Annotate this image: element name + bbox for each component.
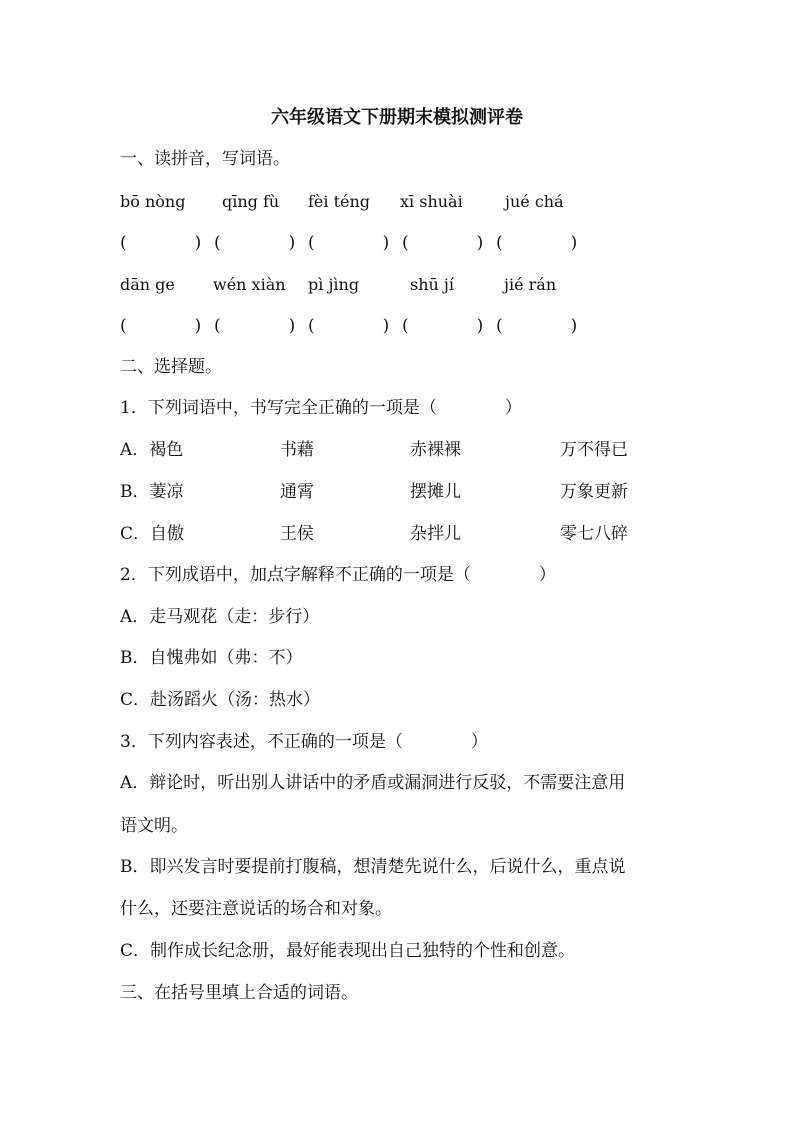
q2-option-b: B．自愧弗如（弗：不） xyxy=(120,648,303,668)
answer-blank: ( ) xyxy=(496,233,578,253)
pinyin-1: bō nòng xyxy=(120,192,186,211)
q1-word: 万象更新 xyxy=(560,482,628,502)
section3-heading: 三、在括号里填上合适的词语。 xyxy=(120,983,358,1003)
q1-word: 万不得已 xyxy=(560,440,628,460)
pinyin-6: dān ge xyxy=(120,275,175,294)
q2-option-c: C．赴汤蹈火（汤：热水） xyxy=(120,690,321,710)
answer-blank: ( ) xyxy=(214,316,296,336)
q1-word: 零七八碎 xyxy=(560,524,628,544)
q1-word: 王侯 xyxy=(280,524,314,544)
pinyin-3: fèi téng xyxy=(308,192,371,211)
q1-word: 赤裸裸 xyxy=(410,440,461,460)
q1-option-b: B．萋凉 xyxy=(120,482,184,502)
pinyin-9: shū jí xyxy=(410,275,454,294)
pinyin-10: jié rán xyxy=(504,275,557,294)
pinyin-4: xī shuài xyxy=(400,192,463,211)
pinyin-8: pì jìng xyxy=(308,275,360,294)
pinyin-5: jué chá xyxy=(505,192,564,211)
answer-blank: ( ) xyxy=(402,233,484,253)
q3-option-a-cont: 语文明。 xyxy=(120,816,188,836)
question-2: 2．下列成语中，加点字解释不正确的一项是（ ） xyxy=(120,565,556,585)
section1-heading: 一、读拼音，写词语。 xyxy=(120,149,290,169)
answer-blank: ( ) xyxy=(120,233,202,253)
question-3: 3．下列内容表述，不正确的一项是（ ） xyxy=(120,732,488,752)
pinyin-7: wén xiàn xyxy=(213,275,286,294)
q2-option-a: A．走马观花（走：步行） xyxy=(120,607,320,627)
q3-option-b: B．即兴发言时要提前打腹稿，想清楚先说什么，后说什么，重点说 xyxy=(120,857,626,877)
question-1: 1．下列词语中，书写完全正确的一项是（ ） xyxy=(120,398,522,418)
q3-option-a: A．辩论时，听出别人讲话中的矛盾或漏洞进行反驳，不需要注意用 xyxy=(120,773,626,793)
answer-blank: ( ) xyxy=(308,316,390,336)
answer-blank: ( ) xyxy=(496,316,578,336)
pinyin-2: qīng fù xyxy=(222,192,280,211)
answer-blank: ( ) xyxy=(214,233,296,253)
q1-option-c: C．自傲 xyxy=(120,524,185,544)
q3-option-b-cont: 什么，还要注意说话的场合和对象。 xyxy=(120,899,392,919)
answer-blank: ( ) xyxy=(120,316,202,336)
q1-word: 书藉 xyxy=(280,440,314,460)
answer-blank: ( ) xyxy=(402,316,484,336)
q3-option-c: C．制作成长纪念册，最好能表现出自己独特的个性和创意。 xyxy=(120,941,576,961)
q1-word: 摆摊儿 xyxy=(410,482,461,502)
page-title: 六年级语文下册期末模拟测评卷 xyxy=(271,107,523,128)
q1-word: 通霄 xyxy=(280,482,314,502)
section2-heading: 二、选择题。 xyxy=(120,357,222,377)
q1-word: 杂拌儿 xyxy=(410,524,461,544)
answer-blank: ( ) xyxy=(308,233,390,253)
q1-option-a: A．褐色 xyxy=(120,440,184,460)
